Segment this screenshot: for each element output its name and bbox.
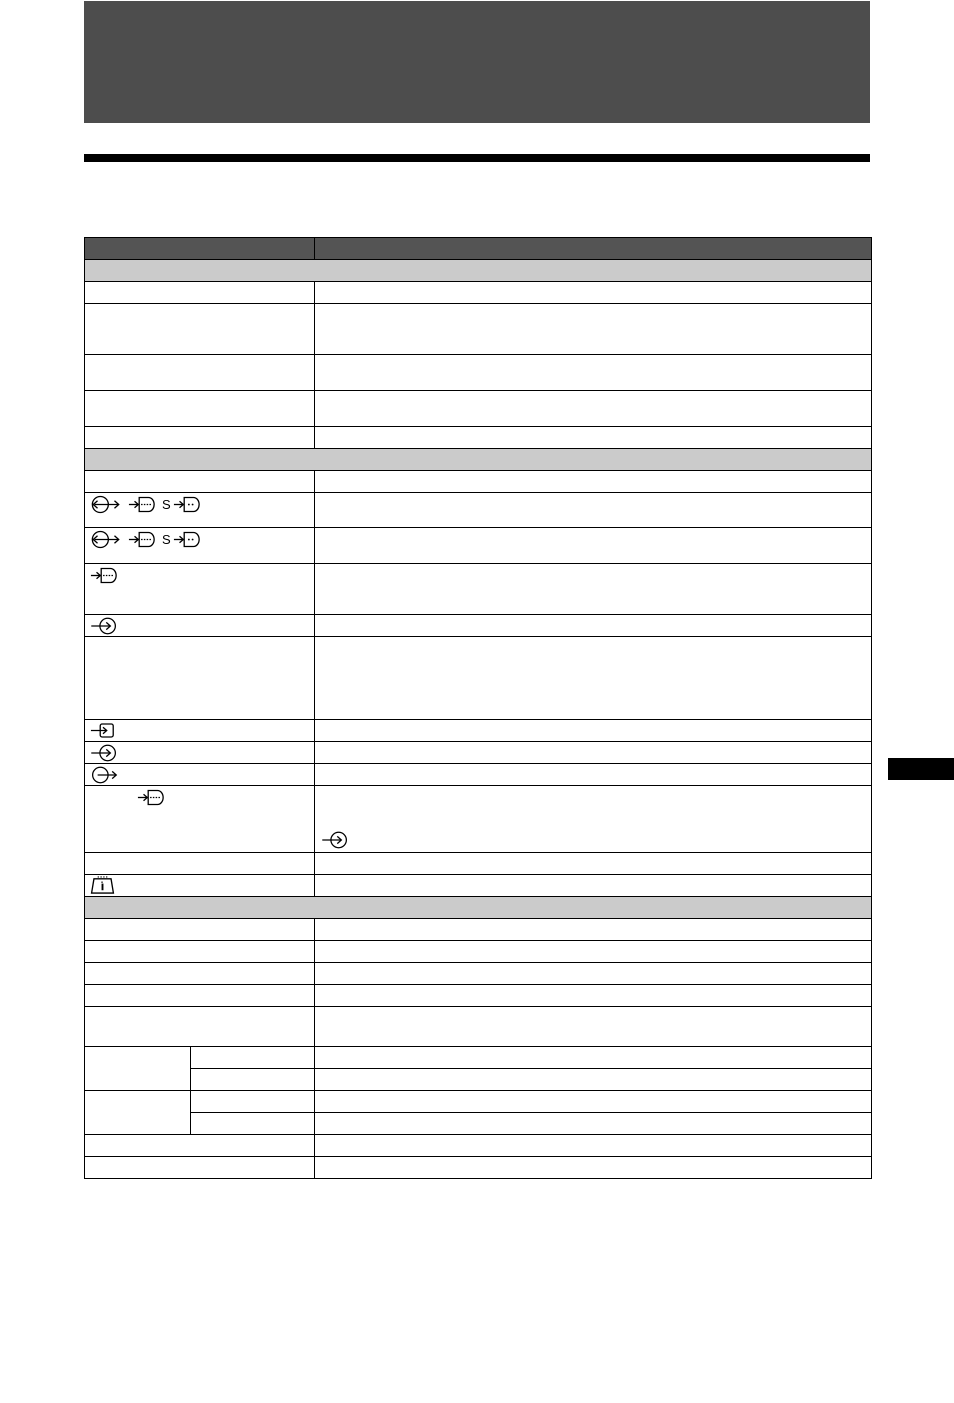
table-row [85,355,872,391]
section-tab [888,758,954,780]
audio-in-icon [90,743,118,763]
table-row [85,985,872,1007]
audio-out-icon [90,765,118,785]
table-row [85,764,872,786]
av-in-out-icon [90,530,122,549]
table-row [85,875,872,897]
section-row-3 [85,897,872,919]
table-row [85,391,872,427]
s-video-in-icon [173,530,201,549]
table-header-row [85,238,872,260]
specifications-table [84,237,872,1179]
s-video-label: S [162,532,171,547]
video-in-icon [137,788,165,807]
table-row [85,941,872,963]
table-row [85,720,872,742]
table-row [85,1091,872,1113]
video-in-icon [128,495,156,514]
table-row [85,427,872,449]
s-video-in-icon [173,495,201,514]
table-row [85,493,872,528]
table-row [85,1047,872,1069]
table-row [85,963,872,985]
video-in-icon [128,530,156,549]
table-row [85,1113,872,1135]
title-rule [84,154,870,162]
table-row [85,1135,872,1157]
audio-in-icon [321,830,349,850]
chapter-banner [84,1,870,123]
header-item-cell [85,238,315,260]
i-link-icon [90,876,115,895]
av-in-out-icon [90,495,122,514]
section-row-2 [85,449,872,471]
header-spec-cell [315,238,872,260]
table-row [85,742,872,764]
table-row [85,564,872,615]
table-row [85,786,872,853]
table-row [85,471,872,493]
table-row [85,853,872,875]
video-in-icon [90,566,118,585]
table-row [85,528,872,564]
table-row [85,282,872,304]
table-row [85,1007,872,1047]
table-row [85,1069,872,1091]
table-row [85,615,872,637]
section-row-1 [85,260,872,282]
s-video-label: S [162,497,171,512]
table-row [85,1157,872,1179]
table-row [85,919,872,941]
table-row [85,637,872,720]
table-row [85,304,872,355]
audio-in-icon [90,616,118,636]
component-in-icon [90,722,116,739]
